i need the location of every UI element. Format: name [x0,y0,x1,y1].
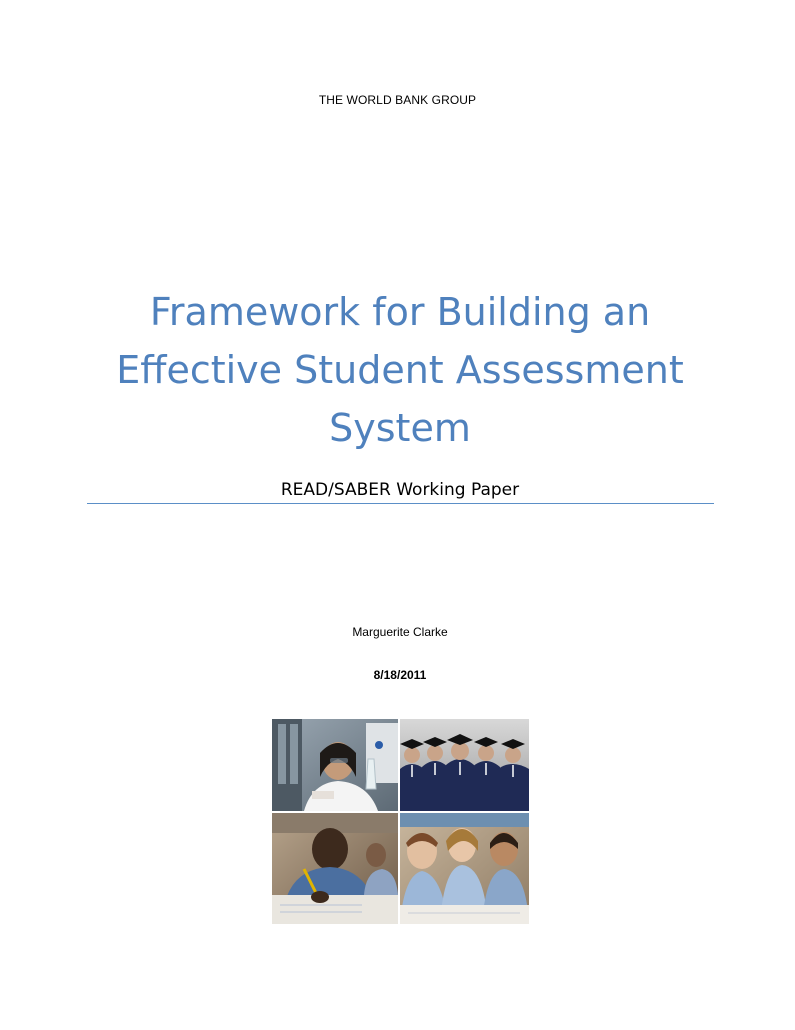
document-subtitle: READ/SABER Working Paper [280,480,520,500]
title-line-3: System [329,406,471,450]
author-name: Marguerite Clarke [352,625,448,639]
students-reading-photo [400,813,529,924]
student-lab-photo [272,719,398,811]
title-divider [87,503,714,504]
graduates-photo [400,719,529,811]
publication-date: 8/18/2011 [373,668,427,682]
student-writing-photo [272,813,398,924]
document-title [60,283,740,457]
organization-header: THE WORLD BANK GROUP [318,93,477,107]
title-line-1: Framework for Building an [149,290,651,334]
title-line-2: Effective Student Assessment [116,348,684,392]
cover-photo-grid [272,719,529,924]
